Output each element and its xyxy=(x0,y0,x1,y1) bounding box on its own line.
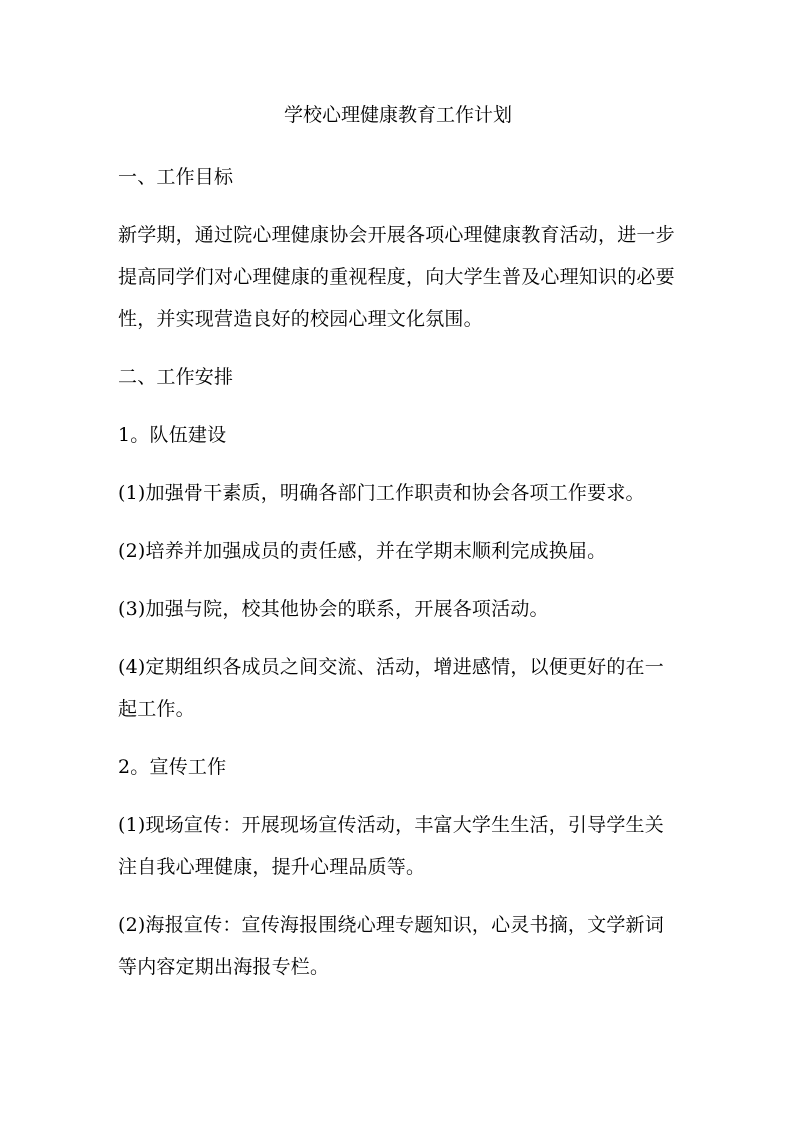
list-item-team-1: (1)加强骨干素质，明确各部门工作职责和协会各项工作要求。 xyxy=(118,482,645,504)
list-item-team-2: (2)培养并加强成员的责任感，并在学期末顺利完成换届。 xyxy=(118,540,607,562)
document-title: 学校心理健康教育工作计划 xyxy=(283,104,512,126)
document-body xyxy=(118,98,678,1004)
list-item-team-4: (4)定期组织各成员之间交流、活动，增进感情，以便更好的在一起工作。 xyxy=(118,656,664,720)
subsection-heading-publicity: 2。宣传工作 xyxy=(118,756,227,778)
subsection-heading-team: 1。队伍建设 xyxy=(118,424,227,446)
list-item-publicity-2: (2)海报宣传：宣传海报围绕心理专题知识，心灵书摘，文学新词等内容定期出海报专栏。 xyxy=(118,914,664,978)
paragraph-goals: 新学期，通过院心理健康协会开展各项心理健康教育活动，进一步提高同学们对心理健康的重视程度，向大学生普及心理知识的必要性，并实现营造良好的校园心理文化氛围。 xyxy=(118,224,675,330)
list-item-team-3: (3)加强与院，校其他协会的联系，开展各项活动。 xyxy=(118,598,549,620)
section-heading-goals: 一、工作目标 xyxy=(118,166,234,188)
section-heading-arrangement: 二、工作安排 xyxy=(118,366,234,388)
list-item-publicity-1: (1)现场宣传：开展现场宣传活动，丰富大学生生活，引导学生关注自我心理健康，提升心理品质等。 xyxy=(118,814,664,878)
